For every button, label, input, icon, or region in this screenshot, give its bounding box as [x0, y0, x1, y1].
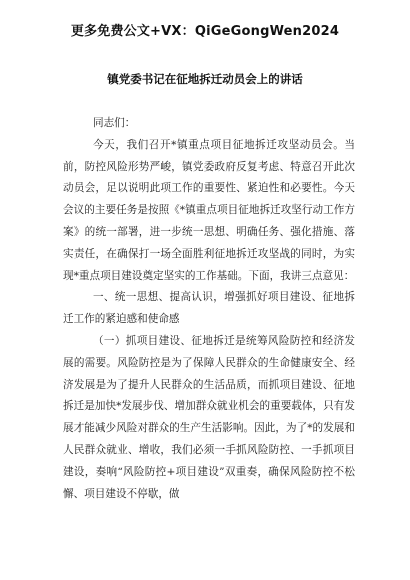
promo-banner: 更多免费公文+VX：QiGeGongWen2024	[70, 24, 340, 39]
paragraph-intro: 今天，我们召开*镇重点项目征地拆迁攻坚动员会。当前，防控风险形势严峻，镇党委政府反复考虑、特意召开此次动员会，足以说明此项工作的重要性、紧迫性和必要性。今天会议的主要任务是按照《*镇重点项目征地拆迁攻坚行动工作方案》的统一部署，进一步统一思想、明确任务、强化措施、落实责任，在确保打一场全面胜利征地拆迁攻坚战的同时，为实现*重点项目建设奠定坚实的工作基础。下面，我讲三点意见：	[63, 138, 355, 282]
section-heading-1: 一、统一思想、提高认识，增强抓好项目建设、征地拆迁工作的紧迫感和使命感	[63, 291, 355, 326]
salutation: 同志们：	[93, 117, 136, 129]
paragraph-point-1: （一）抓项目建设、征地拆迁是统筹风险防控和经济发展的需要。风险防控是为了保障人民群众的生命健康安全、经济发展是为了提升人民群众的生活品质，而抓项目建设、征地拆迁是加快*发展步伐、增加群众就业机会的重要载体，只有发展才能减少风险对群众的生产生活影响。因此，为了*的发展和人民群众就业、增收，我们必须一手抓风险防控、一手抓项目建设，奏响“风险防控+项目建设”双重奏，确保风险防控不松懈、项目建设不停歇，做	[63, 334, 355, 500]
document-body	[63, 113, 355, 505]
document-title: 镇党委书记在征地拆迁动员会上的讲话	[107, 72, 303, 86]
